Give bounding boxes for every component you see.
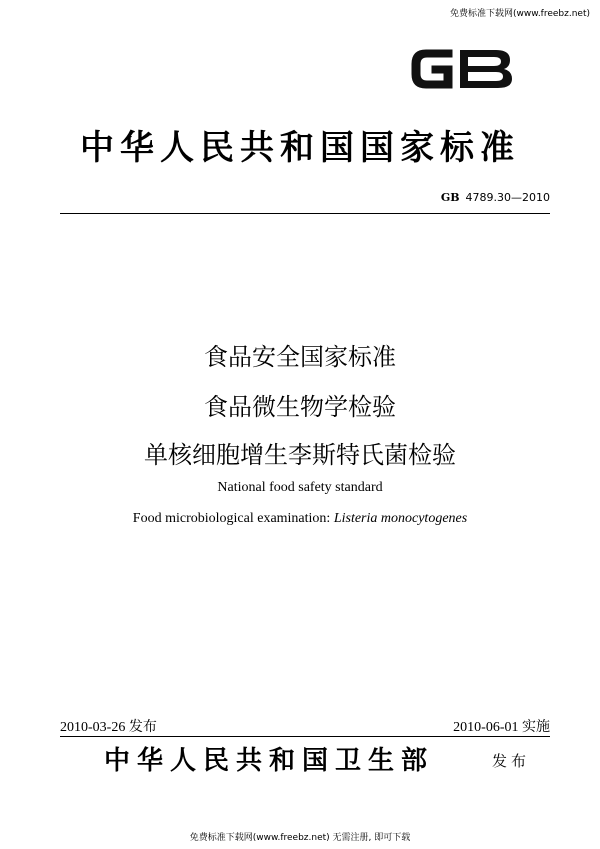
issue-label: 发布 [492,752,531,770]
title-en-line-2-prefix: Food microbiological examination: [132,511,334,526]
header-watermark-note: 免费标准下载网(www.freebz.net) [450,9,590,19]
title-en-line-2-species: Listeria monocytogenes [333,511,468,526]
effective-date: 2010-06-01 实施 [453,720,550,735]
gb-logo-icon [404,40,518,98]
standard-prefix: GB [440,191,460,204]
title-en-line-2 [0,511,600,527]
standard-number [441,191,550,204]
publish-date: 2010-03-26 发布 [60,720,157,735]
title-en-line-1: National food safety standard [217,480,383,495]
bottom-divider [60,736,550,737]
title-zh-line-2: 食品微生物学检验 [204,393,396,421]
title-zh-line-3: 单核细胞增生李斯特氏菌检验 [144,441,456,469]
standard-code: 4789.30—2010 [465,191,550,204]
title-zh-line-1: 食品安全国家标准 [204,343,396,371]
top-divider [60,213,550,214]
issuing-authority: 中华人民共和国卫生部 [104,746,435,776]
footer-watermark-note: 免费标准下载网(www.freebz.net) 无需注册, 即可下载 [189,833,411,843]
org-title: 中华人民共和国国家标准 [80,128,520,168]
